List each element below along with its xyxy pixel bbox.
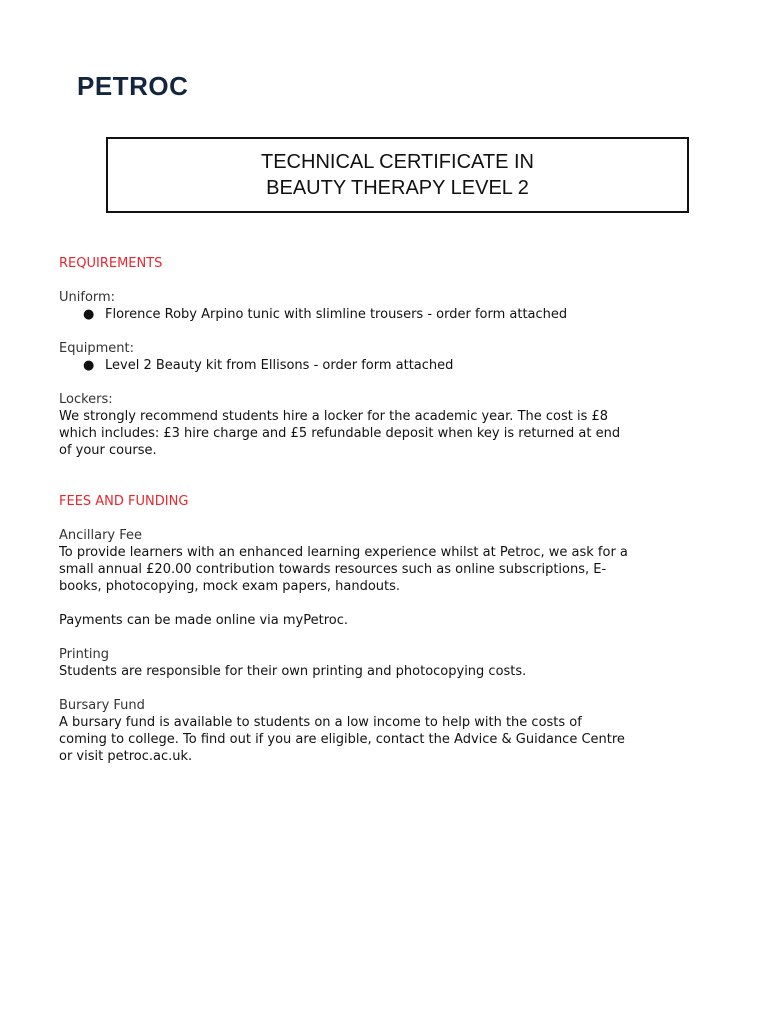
requirements-heading: REQUIREMENTS: [59, 256, 163, 271]
lockers-text-line: of your course.: [59, 443, 157, 458]
ancillary-text-line: books, photocopying, mock exam papers, handouts.: [59, 579, 401, 594]
printing-label: Printing: [59, 647, 110, 662]
equipment-label: Equipment:: [59, 341, 134, 356]
bursary-text-line: coming to college. To find out if you are eligible, contact the Advice & Guidance Centre: [59, 732, 625, 747]
petroc-logo: PETROC: [77, 71, 189, 101]
fees-heading: FEES AND FUNDING: [59, 494, 189, 509]
list-item: [83, 306, 699, 323]
uniform-label: Uniform:: [59, 290, 116, 305]
document-body: [59, 255, 699, 765]
list-item-text: Level 2 Beauty kit from Ellisons - order form attached: [105, 358, 454, 373]
bullet-icon: ●: [83, 307, 95, 322]
printing-text: Students are responsible for their own printing and photocopying costs.: [59, 664, 527, 679]
ancillary-text-line: To provide learners with an enhanced learning experience whilst at Petroc, we ask for a: [59, 545, 628, 560]
bursary-fund-label: Bursary Fund: [59, 698, 145, 713]
list-item-text: Florence Roby Arpino tunic with slimline trousers - order form attached: [105, 307, 568, 322]
lockers-text-line: We strongly recommend students hire a locker for the academic year. The cost is £8: [59, 409, 609, 424]
equipment-list: [59, 357, 699, 374]
ancillary-text-line: small annual £20.00 contribution towards resources such as online subscriptions, E-: [59, 562, 607, 577]
title-line-2: BEAUTY THERAPY LEVEL 2: [266, 177, 529, 199]
lockers-text-line: which includes: £3 hire charge and £5 refundable deposit when key is returned at end: [59, 426, 621, 441]
list-item: [83, 357, 699, 374]
lockers-label: Lockers:: [59, 392, 113, 407]
uniform-list: [59, 306, 699, 323]
payments-text: Payments can be made online via myPetroc.: [59, 613, 349, 628]
bursary-text-line: or visit petroc.ac.uk.: [59, 749, 193, 764]
title-line-1: TECHNICAL CERTIFICATE IN: [261, 151, 534, 173]
title-box: [106, 137, 689, 213]
bullet-icon: ●: [83, 358, 95, 373]
bursary-text-line: A bursary fund is available to students on a low income to help with the costs of: [59, 715, 582, 730]
ancillary-fee-label: Ancillary Fee: [59, 528, 143, 543]
